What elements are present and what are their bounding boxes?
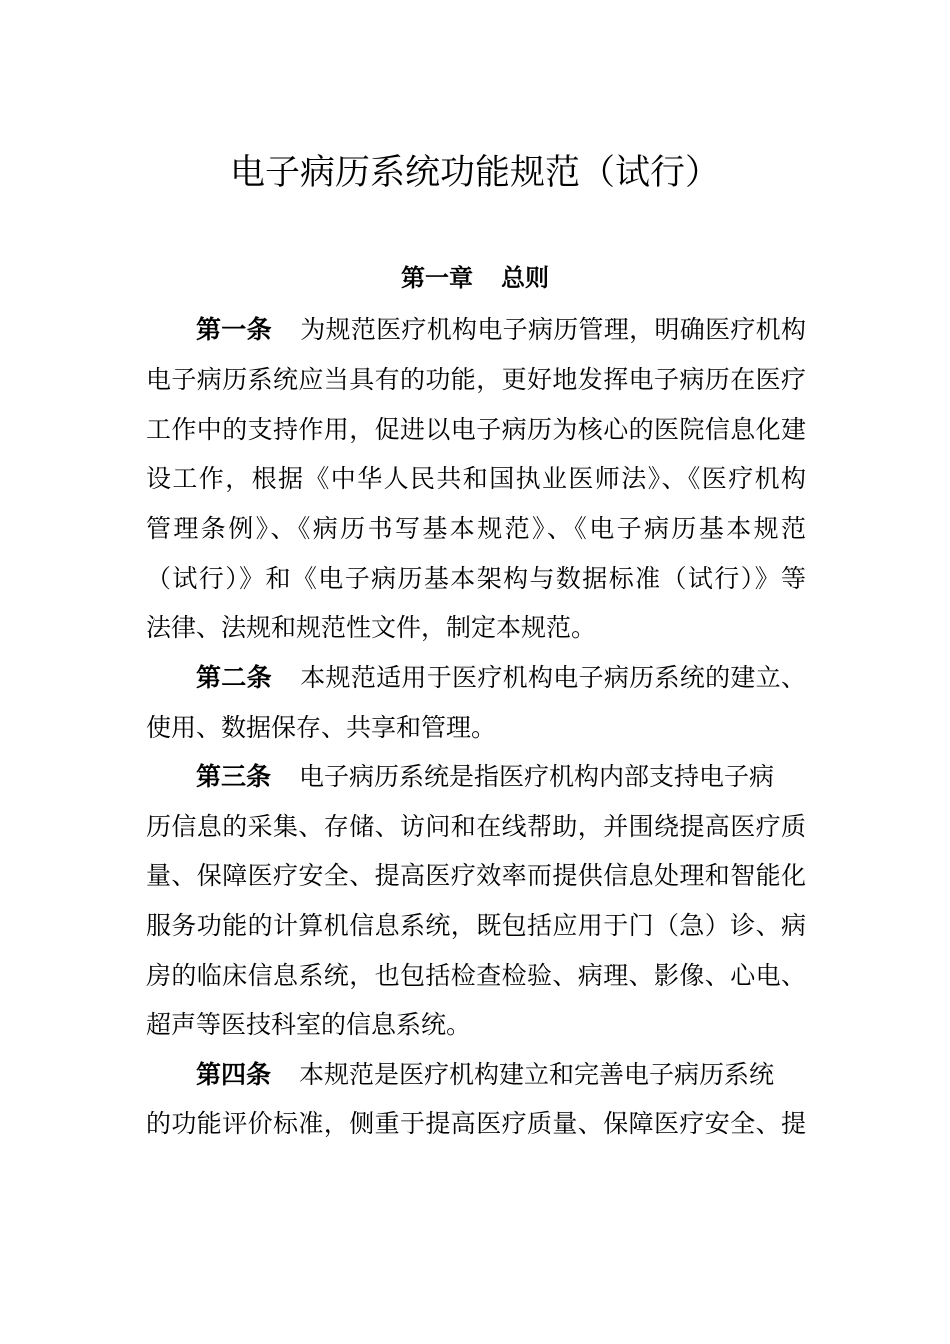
article-1-text: 为规范医疗机构电子病历管理，明确医疗机构	[299, 315, 806, 344]
article-1-line-6: （试行）》和《电子病历基本架构与数据标准（试行）》等	[146, 564, 806, 593]
article-3-line-4: 服务功能的计算机信息系统，既包括应用于门（急）诊、病	[146, 911, 806, 940]
article-3-line-3: 量、保障医疗安全、提高医疗效率而提供信息处理和智能化	[146, 861, 806, 890]
document-title: 电子病历系统功能规范（试行）	[229, 153, 720, 193]
article-4-line-2: 的功能评价标准，侧重于提高医疗质量、保障医疗安全、提	[146, 1109, 806, 1138]
article-2-line-1	[196, 653, 806, 703]
article-3-line-1	[196, 752, 806, 802]
article-2-text: 本规范适用于医疗机构电子病历系统的建立、	[299, 663, 806, 692]
article-4-text: 本规范是医疗机构建立和完善电子病历系统	[299, 1060, 775, 1089]
article-1-line-4: 设工作，根据《中华人民共和国执业医师法》、《医疗机构	[146, 464, 806, 493]
article-1-line-5: 管理条例》、《病历书写基本规范》、《电子病历基本规范	[146, 514, 806, 543]
article-3-line-2: 历信息的采集、存储、访问和在线帮助，并围绕提高医疗质	[146, 812, 806, 841]
article-1-heading: 第一条	[196, 315, 272, 344]
article-3-line-6: 超声等医技科室的信息系统。	[146, 1010, 472, 1039]
article-2-heading: 第二条	[196, 663, 272, 692]
article-2-line-2: 使用、数据保存、共享和管理。	[146, 713, 497, 742]
article-1-line-7: 法律、法规和规范性文件，制定本规范。	[146, 613, 597, 642]
article-3-heading: 第三条	[196, 762, 272, 791]
chapter-heading	[0, 258, 950, 298]
article-4-line-1	[196, 1050, 806, 1100]
article-4-heading: 第四条	[196, 1060, 272, 1089]
article-1-line-3: 工作中的支持作用，促进以电子病历为核心的医院信息化建	[146, 415, 806, 444]
article-1-line-1	[196, 305, 806, 355]
chapter-name: 总则	[501, 264, 549, 292]
article-3-text: 电子病历系统是指医疗机构内部支持电子病	[299, 762, 775, 791]
chapter-number: 第一章	[401, 264, 473, 292]
article-1-line-2: 电子病历系统应当具有的功能，更好地发挥电子病历在医疗	[146, 365, 806, 394]
article-3-line-5: 房的临床信息系统，也包括检查检验、病理、影像、心电、	[146, 961, 806, 990]
